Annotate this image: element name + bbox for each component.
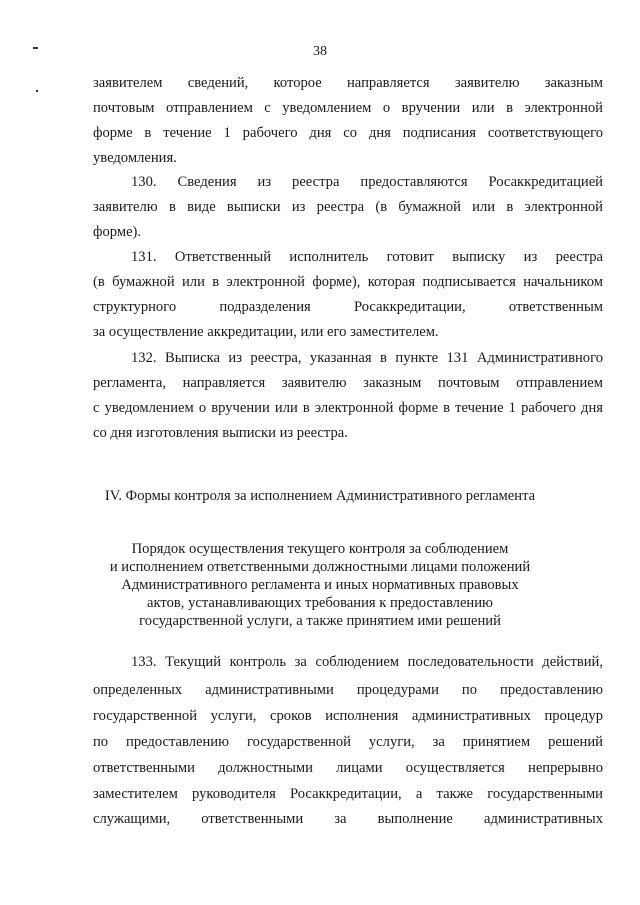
text-line: регламента, направляется заявителю заказным почтовым отправлением bbox=[93, 375, 603, 391]
text-line: 132. Выписка из реестра, указанная в пункте 131 Административного bbox=[131, 350, 603, 366]
text-line: уведомления. bbox=[93, 150, 177, 166]
text-line: государственной услуги, сроков исполнения административных процедур bbox=[93, 708, 603, 724]
section-heading: IV. Формы контроля за исполнением Административного регламента bbox=[104, 488, 536, 504]
subheading-line: Административного регламента и иных нормативных правовых bbox=[121, 577, 519, 593]
text-line: со дня изготовления выписки из реестра. bbox=[93, 425, 348, 441]
text-line: форме). bbox=[93, 224, 142, 240]
text-line: (в бумажной или в электронной форме), которая подписывается начальником bbox=[93, 274, 603, 290]
page-number: 38 bbox=[313, 44, 327, 59]
text-line: ответственными должностными лицами осуществляется непрерывно bbox=[93, 760, 603, 776]
subheading-line: актов, устанавливающих требования к предоставлению bbox=[147, 595, 493, 611]
text-line: 133. Текущий контроль за соблюдением последовательности действий, bbox=[131, 654, 603, 670]
subheading-line: Порядок осуществления текущего контроля за соблюдением bbox=[131, 541, 509, 557]
text-line: заявителем сведений, которое направляется заявителю заказным bbox=[93, 75, 603, 91]
text-line: почтовым отправлением с уведомлением о вручении или в электронной bbox=[93, 100, 603, 116]
text-line: 131. Ответственный исполнитель готовит выписку из реестра bbox=[131, 249, 603, 265]
text-line: 130. Сведения из реестра предоставляются Росаккредитацией bbox=[131, 174, 603, 190]
text-line: по предоставлению государственной услуги, за принятием решений bbox=[93, 734, 603, 750]
subheading-line: государственной услуги, а также принятием ими решений bbox=[139, 613, 501, 629]
text-line: заместителем руководителя Росаккредитации, а также государственными bbox=[93, 786, 603, 802]
text-line: заявителю в виде выписки из реестра (в бумажной или в электронной bbox=[93, 199, 603, 215]
scan-mark bbox=[36, 90, 38, 92]
text-line: с уведомлением о вручении или в электронной форме в течение 1 рабочего дня bbox=[93, 400, 603, 416]
text-line: служащими, ответственными за выполнение административных bbox=[93, 811, 603, 827]
subheading-line: и исполнением ответственными должностными лицами положений bbox=[109, 559, 531, 575]
text-line: определенных административными процедурами по предоставлению bbox=[93, 682, 603, 698]
text-line: структурного подразделения Росаккредитации, ответственным bbox=[93, 299, 603, 315]
text-line: за осуществление аккредитации, или его заместителем. bbox=[93, 324, 439, 340]
text-line: форме в течение 1 рабочего дня со дня подписания соответствующего bbox=[93, 125, 603, 141]
